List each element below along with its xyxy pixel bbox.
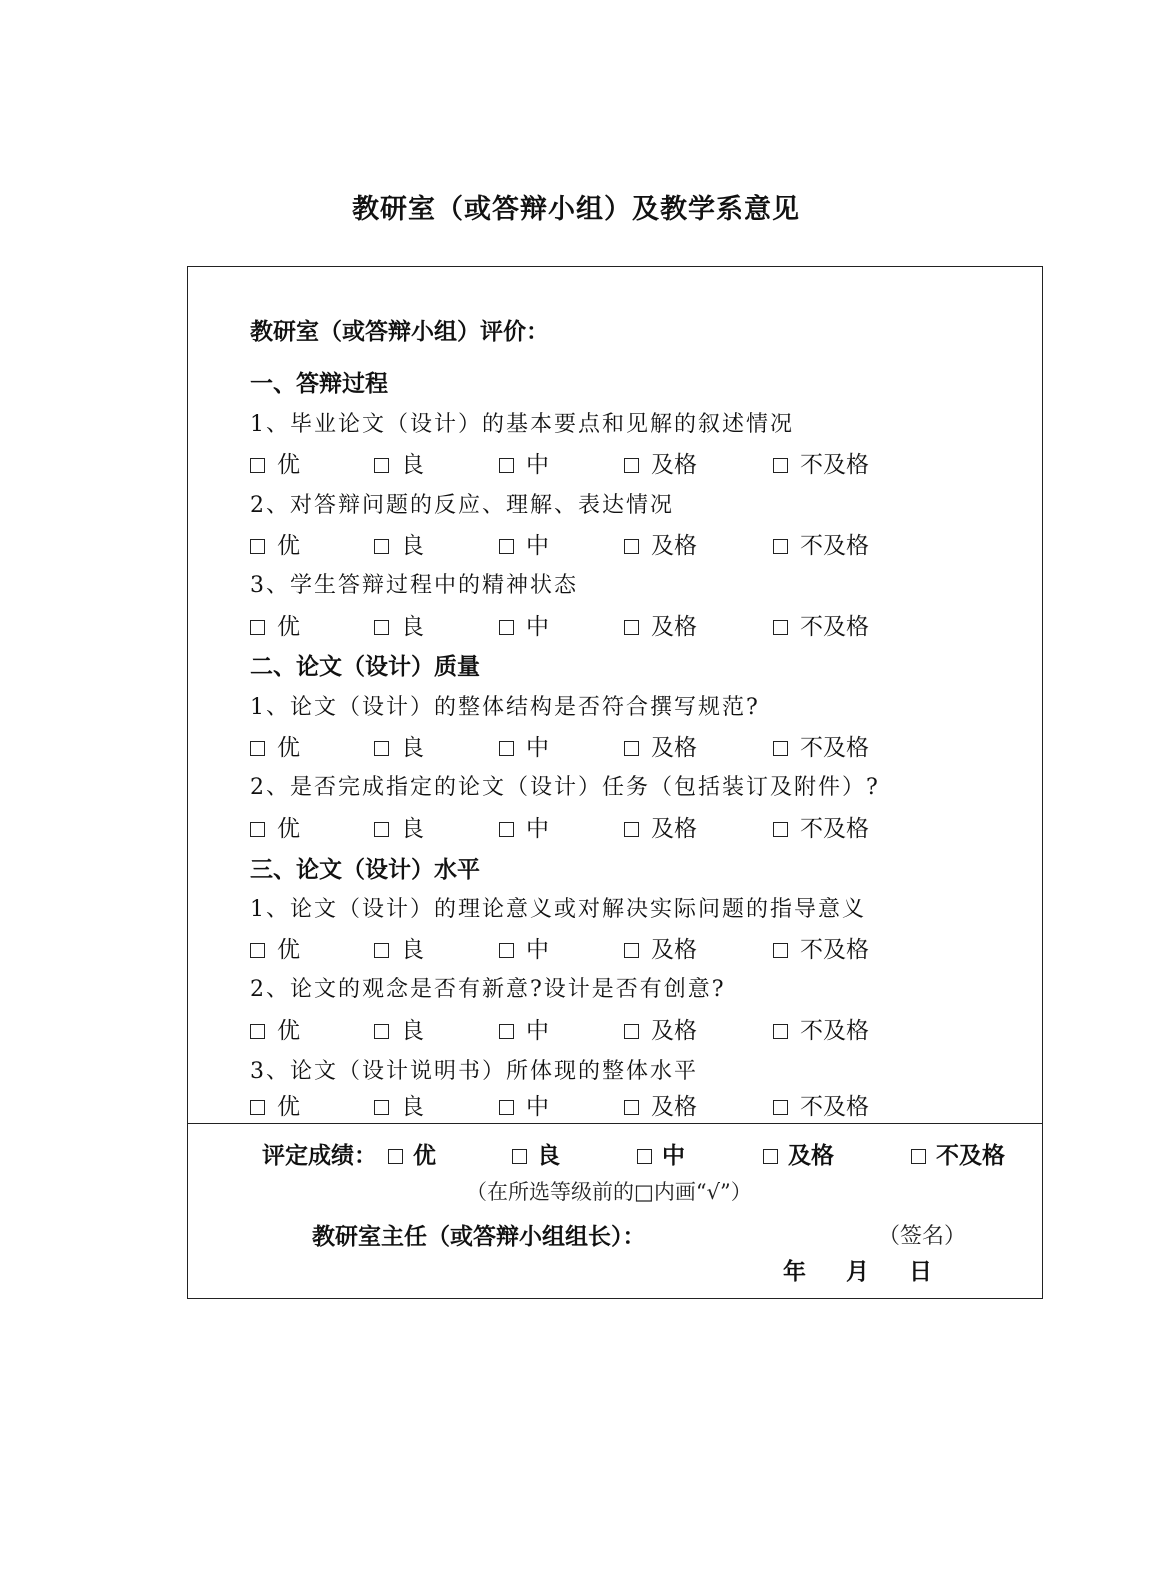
checkbox[interactable] [637, 1149, 652, 1164]
option-fail[interactable] [773, 531, 869, 561]
option-good[interactable] [374, 814, 424, 844]
option-average[interactable] [499, 935, 549, 965]
option-average[interactable] [499, 1092, 549, 1122]
checkbox[interactable] [624, 741, 639, 756]
checkbox[interactable] [250, 620, 265, 635]
option-pass[interactable] [624, 612, 697, 642]
option-good[interactable] [374, 1016, 424, 1046]
option-good[interactable] [374, 1092, 424, 1122]
option-label: 及格 [651, 816, 697, 842]
option-pass[interactable] [624, 733, 697, 763]
question: 2、是否完成指定的论文（设计）任务（包括装订及附件）? [250, 775, 880, 800]
option-label: 不及格 [800, 1018, 869, 1044]
question: 3、学生答辩过程中的精神状态 [250, 573, 578, 598]
option-average[interactable] [499, 733, 549, 763]
question: 1、论文（设计）的整体结构是否符合撰写规范? [250, 695, 760, 720]
option-average[interactable] [499, 814, 549, 844]
checkbox[interactable] [624, 822, 639, 837]
option-pass[interactable] [624, 1016, 697, 1046]
checkbox[interactable] [499, 741, 514, 756]
checkbox[interactable] [773, 458, 788, 473]
option-pass[interactable] [624, 1092, 697, 1122]
option-label: 不及格 [800, 735, 869, 761]
option-pass[interactable] [624, 450, 697, 480]
option-label: 及格 [651, 937, 697, 963]
option-label: 中 [526, 452, 549, 478]
option-label: 及格 [651, 452, 697, 478]
checkbox[interactable] [374, 741, 389, 756]
final-option-excellent[interactable] [388, 1141, 436, 1171]
checkbox[interactable] [624, 1024, 639, 1039]
checkbox[interactable] [374, 1024, 389, 1039]
option-average[interactable] [499, 1016, 549, 1046]
checkbox[interactable] [250, 943, 265, 958]
option-label: 优 [413, 1142, 436, 1169]
checkbox[interactable] [624, 539, 639, 554]
option-label: 良 [401, 614, 424, 640]
question: 1、论文（设计）的理论意义或对解决实际问题的指导意义 [250, 897, 866, 922]
checkbox[interactable] [773, 620, 788, 635]
checkbox[interactable] [773, 1100, 788, 1115]
checkbox[interactable] [250, 741, 265, 756]
option-label: 优 [277, 735, 300, 761]
option-average[interactable] [499, 531, 549, 561]
option-label: 良 [537, 1142, 560, 1169]
option-label: 中 [526, 614, 549, 640]
option-label: 中 [662, 1142, 685, 1169]
option-label: 中 [526, 533, 549, 559]
option-label: 及格 [651, 533, 697, 559]
option-average[interactable] [499, 450, 549, 480]
final-option-average[interactable] [637, 1141, 685, 1171]
divider [188, 1123, 1042, 1124]
final-option-pass[interactable] [763, 1141, 834, 1171]
option-label: 优 [277, 1018, 300, 1044]
option-label: 中 [526, 816, 549, 842]
checkbox[interactable] [624, 620, 639, 635]
option-fail[interactable] [773, 612, 869, 642]
option-label: 及格 [651, 1018, 697, 1044]
checkbox[interactable] [499, 1024, 514, 1039]
checkbox[interactable] [773, 539, 788, 554]
option-label: 优 [277, 614, 300, 640]
checkbox[interactable] [499, 458, 514, 473]
checkbox[interactable] [388, 1149, 403, 1164]
checkbox[interactable] [773, 1024, 788, 1039]
final-grade-label: 评定成绩： [262, 1142, 377, 1169]
option-label: 不及格 [800, 614, 869, 640]
option-fail[interactable] [773, 1092, 869, 1122]
option-fail[interactable] [773, 935, 869, 965]
date-year: 年 [783, 1258, 806, 1285]
option-label: 及格 [651, 735, 697, 761]
checkbox[interactable] [512, 1149, 527, 1164]
checkbox[interactable] [374, 620, 389, 635]
option-label: 优 [277, 452, 300, 478]
option-label: 良 [401, 937, 424, 963]
checkbox[interactable] [624, 1100, 639, 1115]
checkbox[interactable] [624, 943, 639, 958]
option-excellent[interactable] [250, 450, 300, 480]
option-label: 优 [277, 937, 300, 963]
checkbox[interactable] [374, 943, 389, 958]
checkbox[interactable] [374, 539, 389, 554]
checkbox[interactable] [374, 458, 389, 473]
checkbox[interactable] [499, 620, 514, 635]
sign-note: （签名） [878, 1224, 967, 1249]
option-label: 中 [526, 735, 549, 761]
evaluation-heading: 教研室（或答辩小组）评价： [250, 318, 549, 345]
option-label: 不及格 [936, 1142, 1005, 1169]
checkbox[interactable] [250, 1100, 265, 1115]
checkbox[interactable] [374, 1100, 389, 1115]
option-excellent[interactable] [250, 612, 300, 642]
page-title: 教研室（或答辩小组）及教学系意见 [352, 194, 800, 225]
option-label: 及格 [651, 1094, 697, 1120]
question: 3、论文（设计说明书）所体现的整体水平 [250, 1059, 698, 1084]
option-excellent[interactable] [250, 1016, 300, 1046]
option-label: 优 [277, 816, 300, 842]
option-label: 不及格 [800, 816, 869, 842]
section-heading: 二、论文（设计）质量 [250, 653, 480, 680]
date-month: 月 [846, 1258, 869, 1285]
section-heading: 一、答辩过程 [250, 370, 388, 397]
checkbox[interactable] [773, 943, 788, 958]
checkbox[interactable] [911, 1149, 926, 1164]
option-label: 不及格 [800, 533, 869, 559]
option-pass[interactable] [624, 935, 697, 965]
option-good[interactable] [374, 531, 424, 561]
question: 1、毕业论文（设计）的基本要点和见解的叙述情况 [250, 412, 794, 437]
option-label: 良 [401, 816, 424, 842]
final-option-good[interactable] [512, 1141, 560, 1171]
option-label: 优 [277, 533, 300, 559]
question: 2、论文的观念是否有新意?设计是否有创意? [250, 977, 726, 1002]
option-excellent[interactable] [250, 1092, 300, 1122]
option-label: 中 [526, 1094, 549, 1120]
checkbox[interactable] [250, 822, 265, 837]
option-label: 良 [401, 533, 424, 559]
option-fail[interactable] [773, 733, 869, 763]
option-label: 良 [401, 735, 424, 761]
checkbox[interactable] [250, 458, 265, 473]
option-pass[interactable] [624, 531, 697, 561]
checkbox[interactable] [499, 943, 514, 958]
option-label: 及格 [788, 1142, 834, 1169]
checkbox[interactable] [499, 822, 514, 837]
option-excellent[interactable] [250, 814, 300, 844]
option-excellent[interactable] [250, 531, 300, 561]
section-heading: 三、论文（设计）水平 [250, 856, 480, 883]
checkbox[interactable] [773, 741, 788, 756]
date-day: 日 [909, 1258, 932, 1285]
option-label: 良 [401, 1018, 424, 1044]
option-fail[interactable] [773, 450, 869, 480]
question: 2、对答辩问题的反应、理解、表达情况 [250, 493, 674, 518]
option-fail[interactable] [773, 1016, 869, 1046]
option-label: 中 [526, 1018, 549, 1044]
option-label: 及格 [651, 614, 697, 640]
checkbox[interactable] [763, 1149, 778, 1164]
checkbox[interactable] [250, 1024, 265, 1039]
option-excellent[interactable] [250, 733, 300, 763]
option-label: 中 [526, 937, 549, 963]
option-label: 不及格 [800, 937, 869, 963]
checkbox[interactable] [374, 822, 389, 837]
option-pass[interactable] [624, 814, 697, 844]
director-label: 教研室主任（或答辩小组组长）： [312, 1223, 646, 1250]
option-label: 不及格 [800, 1094, 869, 1120]
option-label: 良 [401, 452, 424, 478]
option-good[interactable] [374, 450, 424, 480]
option-label: 不及格 [800, 452, 869, 478]
grade-instruction: （在所选等级前的□内画“√”） [466, 1180, 752, 1204]
checkbox[interactable] [624, 458, 639, 473]
final-option-fail[interactable] [911, 1141, 1005, 1171]
checkbox[interactable] [499, 1100, 514, 1115]
option-fail[interactable] [773, 814, 869, 844]
option-label: 优 [277, 1094, 300, 1120]
evaluation-form [187, 266, 1043, 1299]
option-average[interactable] [499, 612, 549, 642]
option-excellent[interactable] [250, 935, 300, 965]
checkbox[interactable] [250, 539, 265, 554]
option-good[interactable] [374, 733, 424, 763]
option-label: 良 [401, 1094, 424, 1120]
checkbox[interactable] [773, 822, 788, 837]
checkbox[interactable] [499, 539, 514, 554]
option-good[interactable] [374, 612, 424, 642]
option-good[interactable] [374, 935, 424, 965]
